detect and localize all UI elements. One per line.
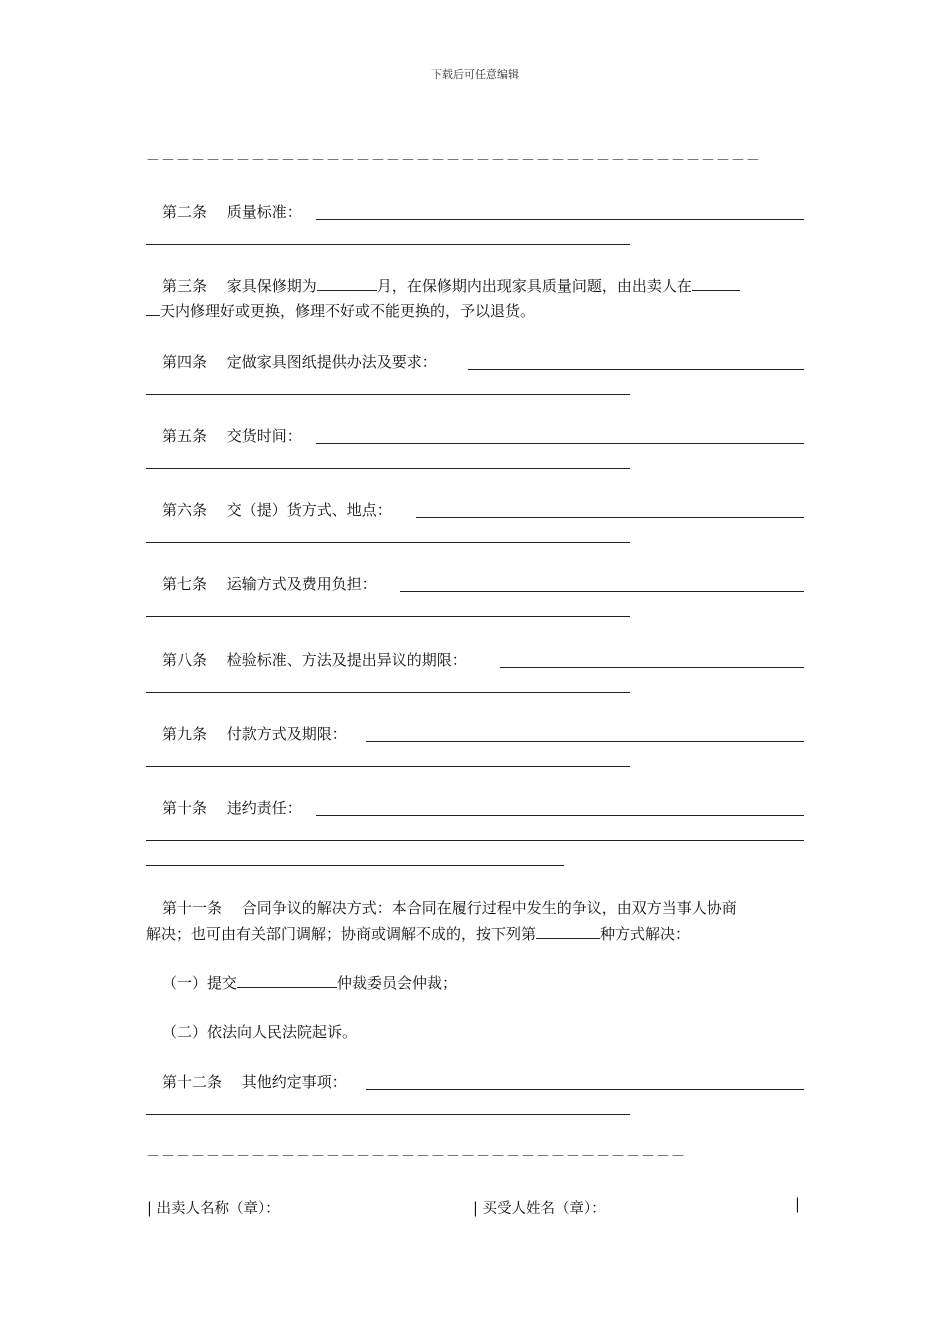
article-6 xyxy=(162,500,392,520)
article-9 xyxy=(162,724,347,744)
article-label: 交货时间： xyxy=(226,427,302,445)
article-number: 第六条 xyxy=(162,501,208,519)
article-text: 月，在保修期内出现家具质量问题，由出卖人在 xyxy=(376,277,692,295)
article-5 xyxy=(162,426,302,446)
article-7 xyxy=(162,574,377,594)
article-11-line-1 xyxy=(162,898,737,918)
blank-repair-days-b xyxy=(146,301,160,316)
seller-signature xyxy=(147,1197,280,1218)
article-label: 定做家具图纸提供办法及要求： xyxy=(226,353,437,371)
article-3-line-2 xyxy=(146,301,535,321)
article-8 xyxy=(162,650,467,670)
article-label: 违约责任： xyxy=(226,799,302,817)
article-number: 第十条 xyxy=(162,799,208,817)
fill-line-a10-2 xyxy=(146,840,804,841)
option-text: 仲裁委员会仲裁； xyxy=(337,974,458,992)
article-label: 交（提）货方式、地点： xyxy=(226,501,392,519)
table-border-right: | xyxy=(795,1197,800,1213)
option-1 xyxy=(162,973,457,993)
blank-repair-days-a xyxy=(692,276,740,291)
fill-line-a10-3 xyxy=(146,865,564,866)
option-text: （一）提交 xyxy=(162,974,238,992)
fill-line-a8-1 xyxy=(500,667,804,668)
article-text: 种方式解决： xyxy=(600,925,691,943)
article-label: 检验标准、方法及提出异议的期限： xyxy=(226,651,467,669)
article-number: 第五条 xyxy=(162,427,208,445)
fill-line-a5-1 xyxy=(316,443,804,444)
blank-resolution-method xyxy=(536,924,600,939)
fill-line-a6-2 xyxy=(146,542,630,543)
article-text: 家具保修期为 xyxy=(226,277,317,295)
article-2 xyxy=(162,202,302,222)
article-11-line-2 xyxy=(146,924,690,944)
article-number: 第四条 xyxy=(162,353,208,371)
article-number: 第十一条 xyxy=(162,899,223,917)
article-label: 其他约定事项： xyxy=(241,1073,347,1091)
fill-line-a2-2 xyxy=(146,244,630,245)
fill-line-a6-1 xyxy=(416,517,804,518)
seller-label: 出卖人名称（章）： xyxy=(156,1201,280,1217)
fill-line-a4-1 xyxy=(468,369,804,370)
fill-line-a7-1 xyxy=(400,591,804,592)
option-2: （二）依法向人民法院起诉。 xyxy=(162,1023,358,1041)
fill-line-a12-1 xyxy=(366,1089,804,1090)
article-10 xyxy=(162,798,302,818)
article-label: 质量标准： xyxy=(226,203,302,221)
article-number: 第九条 xyxy=(162,725,208,743)
fill-line-a10-1 xyxy=(316,815,804,816)
top-dash-separator: －－－－－－－－－－－－－－－－－－－－－－－－－－－－－－－－－－－－－－－－－ xyxy=(146,153,761,169)
article-4 xyxy=(162,352,437,372)
article-label: 付款方式及期限： xyxy=(226,725,347,743)
fill-line-a2-1 xyxy=(316,219,804,220)
article-12 xyxy=(162,1072,347,1092)
fill-line-a5-2 xyxy=(146,468,630,469)
bottom-dash-separator: －－－－－－－－－－－－－－－－－－－－－－－－－－－－－－－－－－－－ xyxy=(146,1149,686,1165)
article-text: 合同争议的解决方式：本合同在履行过程中发生的争议，由双方当事人协商 xyxy=(241,899,737,917)
blank-warranty-months xyxy=(317,276,377,291)
article-number: 第七条 xyxy=(162,575,208,593)
buyer-label: 买受人姓名（章）： xyxy=(482,1201,606,1217)
table-border-middle: | xyxy=(473,1201,478,1217)
buyer-signature xyxy=(473,1197,606,1218)
fill-line-a12-2 xyxy=(146,1114,630,1115)
article-3-line-1 xyxy=(162,276,740,296)
fill-line-a9-2 xyxy=(146,766,630,767)
article-text: 解决；也可由有关部门调解；协商或调解不成的，按下列第 xyxy=(146,925,537,943)
page-header: 下载后可任意编辑 xyxy=(431,68,519,81)
fill-line-a8-2 xyxy=(146,692,630,693)
fill-line-a9-1 xyxy=(366,741,804,742)
table-border-left: | xyxy=(147,1201,152,1217)
article-number: 第三条 xyxy=(162,277,208,295)
blank-arbitration-committee xyxy=(237,973,337,988)
article-text: 天内修理好或更换，修理不好或不能更换的，予以退货。 xyxy=(160,302,536,320)
fill-line-a4-2 xyxy=(146,394,630,395)
article-number: 第八条 xyxy=(162,651,208,669)
article-label: 运输方式及费用负担： xyxy=(226,575,377,593)
article-number: 第十二条 xyxy=(162,1073,223,1091)
article-number: 第二条 xyxy=(162,203,208,221)
fill-line-a7-2 xyxy=(146,616,630,617)
